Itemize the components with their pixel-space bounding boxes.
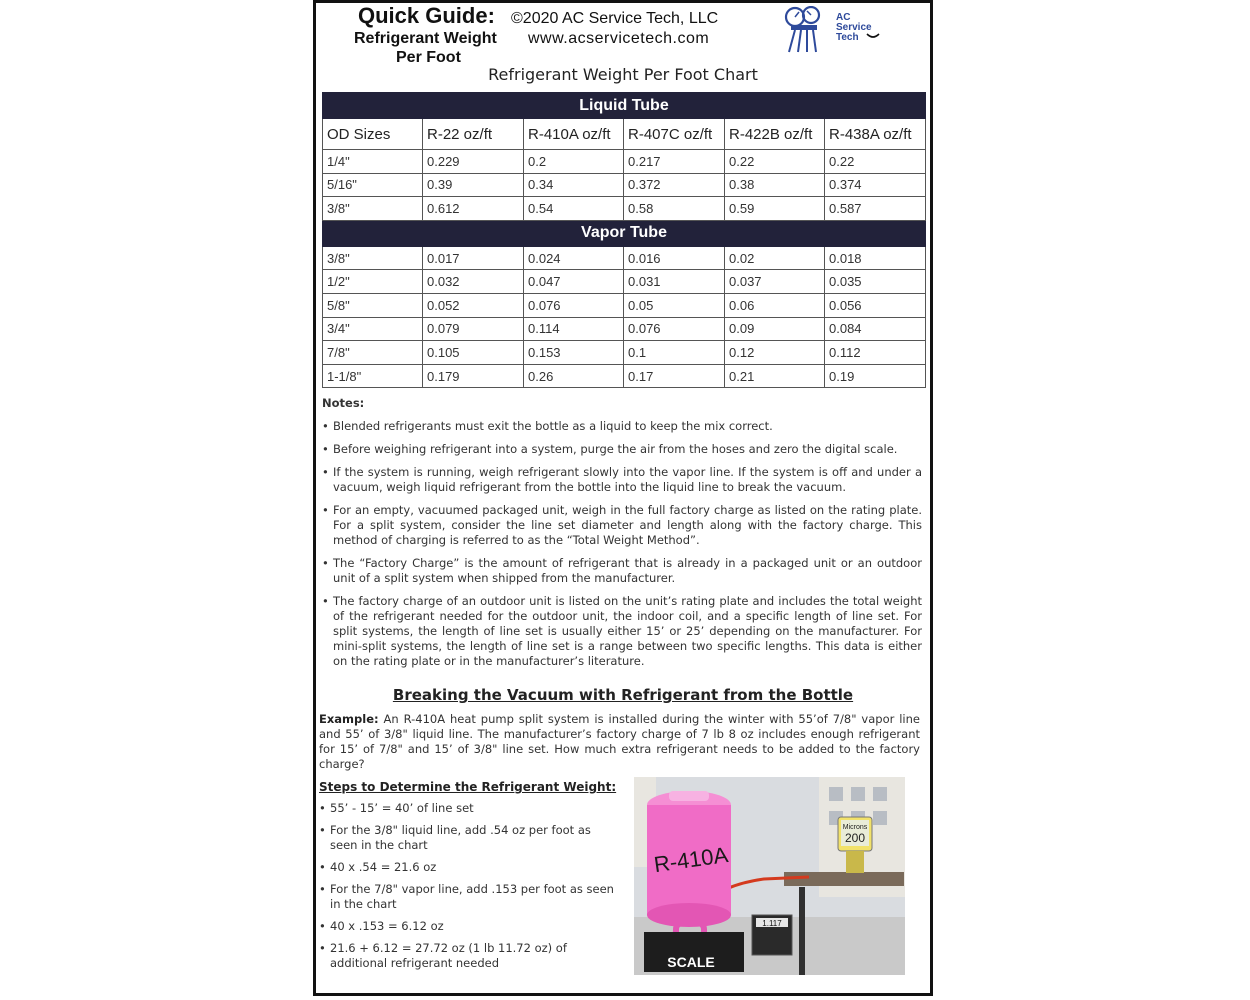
column-header: R-438A oz/ft — [825, 119, 926, 150]
table-cell: 0.374 — [825, 173, 926, 197]
table-row — [323, 197, 926, 221]
logo-word: AC — [836, 12, 851, 23]
charging-illustration — [634, 777, 905, 975]
table-cell: 0.372 — [624, 173, 725, 197]
column-header: R-422B oz/ft — [725, 119, 825, 150]
note-item: • The factory charge of an outdoor unit is listed on the unit’s rating plate and includes the total weight of the refrigerant needed for the outdoor unit, the indoor coil, and a specific length of line set. For split systems, the length of line set is usually either 15’ or 25’ depending on the manufacturer. For mini-split systems, the length of line set is a range between two specific lengths. This data is either on the rating plate or in the manufacturer’s literature. — [322, 594, 922, 669]
table-cell: 0.112 — [825, 341, 926, 365]
note-item: • If the system is running, weigh refrigerant slowly into the vapor line. If the system is off and under a vacuum, weigh liquid refrigerant from the bottle into the liquid line to break the vacuum. — [322, 465, 922, 495]
table-cell: 3/4" — [323, 317, 423, 341]
column-header: R-22 oz/ft — [423, 119, 524, 150]
table-cell: 0.076 — [624, 317, 725, 341]
table-cell: 0.018 — [825, 246, 926, 270]
table-cell: 0.09 — [725, 317, 825, 341]
logo-text — [836, 13, 872, 43]
column-header: R-410A oz/ft — [524, 119, 624, 150]
example-paragraph — [319, 712, 920, 772]
table-row — [323, 364, 926, 388]
table-cell: 3/8" — [323, 197, 423, 221]
table-cell: 0.016 — [624, 246, 725, 270]
table-cell: 0.179 — [423, 364, 524, 388]
scale-label: SCALE — [667, 954, 715, 970]
step-item: • For the 7/8" vapor line, add .153 per foot as seen in the chart — [319, 882, 619, 912]
table-cell: 0.114 — [524, 317, 624, 341]
table-cell: 0.38 — [725, 173, 825, 197]
table-cell: 7/8" — [323, 341, 423, 365]
table-cell: 0.1 — [624, 341, 725, 365]
table-cell: 0.21 — [725, 364, 825, 388]
table-cell: 0.047 — [524, 270, 624, 294]
liquid-tube-heading: Liquid Tube — [323, 93, 926, 119]
scale-reading: 1.117 — [762, 919, 782, 928]
table-cell: 1-1/8" — [323, 364, 423, 388]
steps-title: Steps to Determine the Refrigerant Weight: — [319, 780, 617, 794]
gauge-value: 200 — [844, 831, 866, 845]
table-cell: 0.031 — [624, 270, 725, 294]
table-cell: 1/4" — [323, 150, 423, 174]
scale-display-icon — [752, 915, 792, 955]
table-cell: 0.17 — [624, 364, 725, 388]
table-cell: 0.19 — [825, 364, 926, 388]
table-cell: 0.34 — [524, 173, 624, 197]
note-item: • Blended refrigerants must exit the bottle as a liquid to keep the mix correct. — [322, 419, 922, 434]
logo-word: Tech — [836, 32, 859, 43]
table-header-row — [323, 119, 926, 150]
scale-icon — [644, 932, 744, 972]
refrigerant-tank-icon — [647, 791, 731, 943]
card-content — [316, 3, 930, 993]
table-cell: 0.052 — [423, 293, 524, 317]
table-cell: 0.54 — [524, 197, 624, 221]
table-cell: 0.217 — [624, 150, 725, 174]
table-cell: 0.612 — [423, 197, 524, 221]
table-row — [323, 246, 926, 270]
table-cell: 0.037 — [725, 270, 825, 294]
table-cell: 5/8" — [323, 293, 423, 317]
column-header: OD Sizes — [323, 119, 423, 150]
steps-list — [319, 801, 619, 978]
liquid-line-icon — [799, 887, 805, 975]
table-row — [323, 317, 926, 341]
guide-title: Quick Guide: — [358, 3, 495, 28]
vapor-tube-heading: Vapor Tube — [323, 220, 926, 246]
table-cell: 0.079 — [423, 317, 524, 341]
example-label: Example: — [319, 712, 379, 726]
logo-word: Service — [836, 22, 872, 33]
table-cell: 0.105 — [423, 341, 524, 365]
vapor-tube-band — [323, 220, 926, 246]
step-item: • 21.6 + 6.12 = 27.72 oz (1 lb 11.72 oz) of additional refrigerant needed — [319, 941, 619, 971]
chart-title: Refrigerant Weight Per Foot Chart — [488, 65, 758, 84]
step-item: • 40 x .153 = 6.12 oz — [319, 919, 619, 934]
table-cell: 0.024 — [524, 246, 624, 270]
table-cell: 0.22 — [725, 150, 825, 174]
table-cell: 0.017 — [423, 246, 524, 270]
table-cell: 0.39 — [423, 173, 524, 197]
table-cell: 0.076 — [524, 293, 624, 317]
quick-guide-card — [313, 0, 933, 996]
note-item: • The “Factory Charge” is the amount of refrigerant that is already in a packaged unit or an outdoor unit of a split system when shipped from the manufacturer. — [322, 556, 922, 586]
note-item: • For an empty, vacuumed packaged unit, weigh in the full factory charge as listed on the rating plate. For a split system, consider the line set diameter and length along with the factory charge. This method of charging is referred to as the “Total Weight Method”. — [322, 503, 922, 548]
table-cell: 0.02 — [725, 246, 825, 270]
table-cell: 3/8" — [323, 246, 423, 270]
table-cell: 0.05 — [624, 293, 725, 317]
step-item: • 55’ - 15’ = 40’ of line set — [319, 801, 619, 816]
tank-label: R-410A — [652, 842, 730, 878]
table-cell: 0.22 — [825, 150, 926, 174]
table-cell: 0.229 — [423, 150, 524, 174]
table-row — [323, 341, 926, 365]
notes-section — [322, 396, 922, 677]
guide-subtitle-line2: Per Foot — [396, 49, 461, 66]
note-item: • Before weighing refrigerant into a system, purge the air from the hoses and zero the digital scale. — [322, 442, 922, 457]
step-item: • For the 3/8" liquid line, add .54 oz per foot as seen in the chart — [319, 823, 619, 853]
table-cell: 0.26 — [524, 364, 624, 388]
refrigerant-weight-table — [322, 92, 926, 388]
website-text: www.acservicetech.com — [528, 30, 710, 47]
example-text: An R-410A heat pump split system is installed during the winter with 55’of 7/8" vapor line and 55’ of 3/8" liquid line. The manufacturer’s factory charge of 7 lb 8 oz includes enough refrigerant for 15’ of 7/8" and 15’ of 3/8" line set. How much extra refrigerant needs to be added to the factory charge? — [319, 712, 920, 771]
table-row — [323, 270, 926, 294]
table-cell: 1/2" — [323, 270, 423, 294]
table-cell: 0.032 — [423, 270, 524, 294]
table-cell: 0.2 — [524, 150, 624, 174]
table-cell: 0.59 — [725, 197, 825, 221]
gauge-label: Microns — [842, 824, 868, 831]
column-header: R-407C oz/ft — [624, 119, 725, 150]
table-row — [323, 293, 926, 317]
table-cell: 0.035 — [825, 270, 926, 294]
vacuum-section-title: Breaking the Vacuum with Refrigerant from the Bottle — [392, 686, 854, 704]
table-cell: 0.58 — [624, 197, 725, 221]
step-item: • 40 x .54 = 21.6 oz — [319, 860, 619, 875]
table-row — [323, 150, 926, 174]
table-cell: 0.587 — [825, 197, 926, 221]
table-cell: 0.056 — [825, 293, 926, 317]
table-cell: 0.084 — [825, 317, 926, 341]
table-cell: 5/16" — [323, 173, 423, 197]
copyright-text: ©2020 AC Service Tech, LLC — [511, 10, 719, 27]
table-cell: 0.06 — [725, 293, 825, 317]
line-set-pipe-icon — [784, 872, 904, 886]
table-cell: 0.153 — [524, 341, 624, 365]
liquid-tube-band — [323, 93, 926, 119]
notes-label: Notes: — [322, 396, 365, 410]
guide-subtitle-line1: Refrigerant Weight — [354, 30, 497, 47]
table-cell: 0.12 — [725, 341, 825, 365]
table-row — [323, 173, 926, 197]
